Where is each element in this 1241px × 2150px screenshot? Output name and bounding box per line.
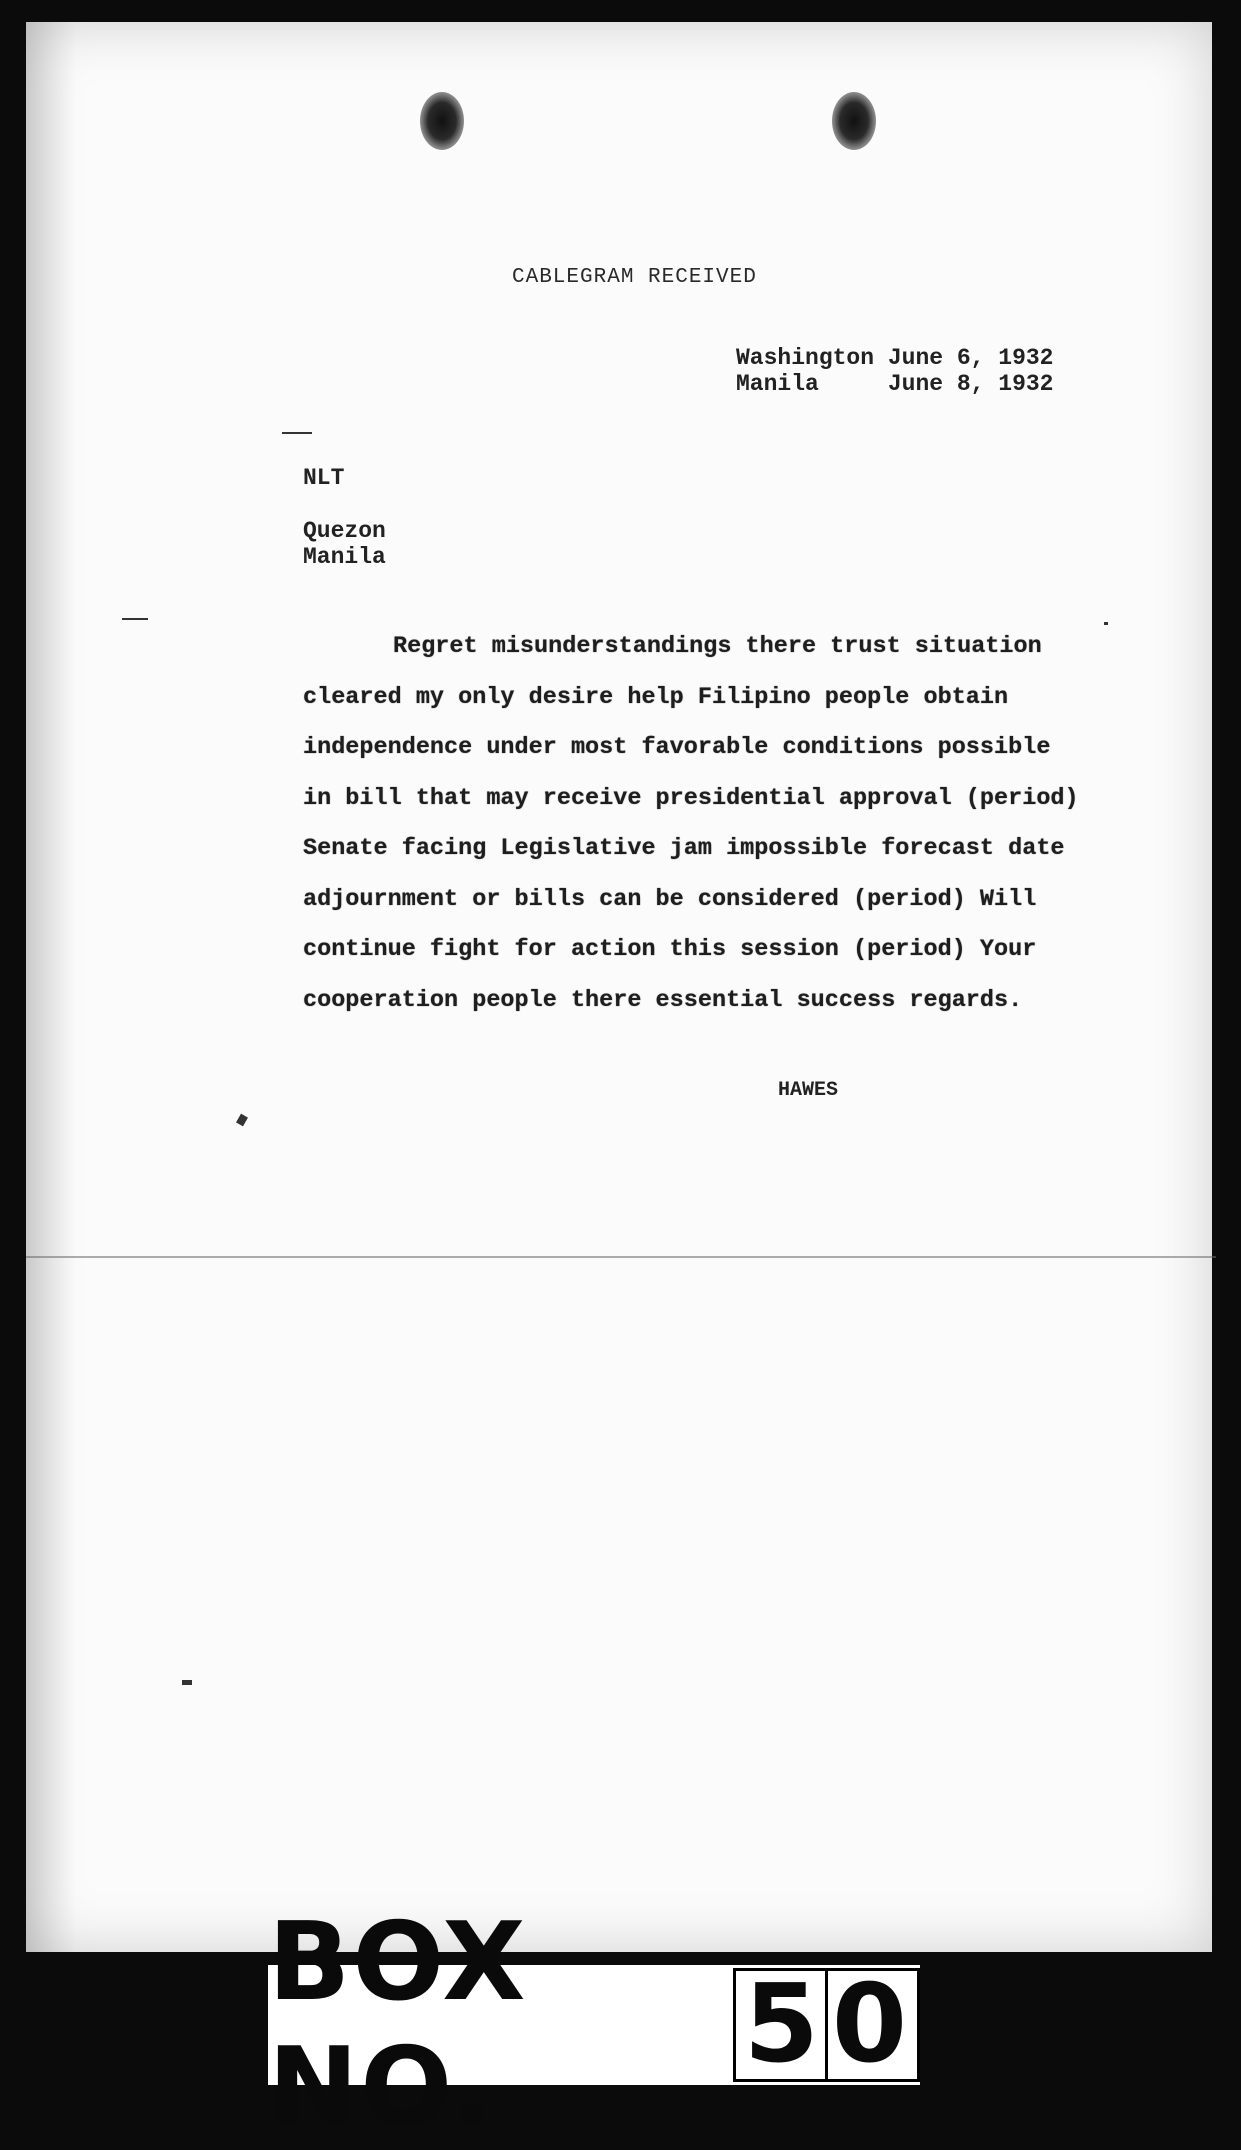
box-number-digit: 5 [743,1962,821,2087]
addressee-city: Manila [303,544,386,570]
body-line: independence under most favorable conditions possible [303,734,1051,761]
ink-speck [236,1114,248,1127]
box-number [733,1962,920,2087]
ink-speck [122,618,148,620]
fold-line [26,1256,1216,1258]
box-number-label [268,1900,920,2150]
ink-speck [282,432,312,434]
dateline-received-place: Manila [736,371,819,397]
dateline-origin-date: June 6, 1932 [887,345,1054,371]
ink-speck [182,1680,192,1685]
box-number-digit: 0 [825,1971,913,2079]
punch-hole-right [832,92,876,150]
dateline-origin-place: Washington [736,345,875,371]
body-line: continue fight for action this session (period) Your [303,936,1037,963]
document-title: CABLEGRAM RECEIVED [512,266,757,289]
dateline-received [736,371,1053,397]
message-class: NLT [303,465,345,491]
body-line: in bill that may receive presidential approval (period) [303,784,1079,812]
addressee-name: Quezon [303,518,386,544]
punch-hole-left [420,92,464,150]
document-page [26,22,1212,1952]
dateline-received-date: June 8, 1932 [887,371,1054,397]
page-edge-shadow [26,22,76,1952]
body-line: adjournment or bills can be considered (period) Will [303,885,1037,913]
message-body [303,622,1133,1026]
body-line: Senate facing Legislative jam impossible forecast date [303,835,1065,862]
body-line: cleared my only desire help Filipino people obtain [303,683,1009,711]
body-line: cooperation people there essential success regards. [303,986,1023,1014]
box-label-prefix: BOX NO. [268,1900,528,2150]
body-line: Regret misunderstandings there trust situation [393,633,1042,660]
signature: HAWES [778,1079,839,1102]
ink-speck [1104,622,1108,625]
dateline-origin [736,345,1053,371]
